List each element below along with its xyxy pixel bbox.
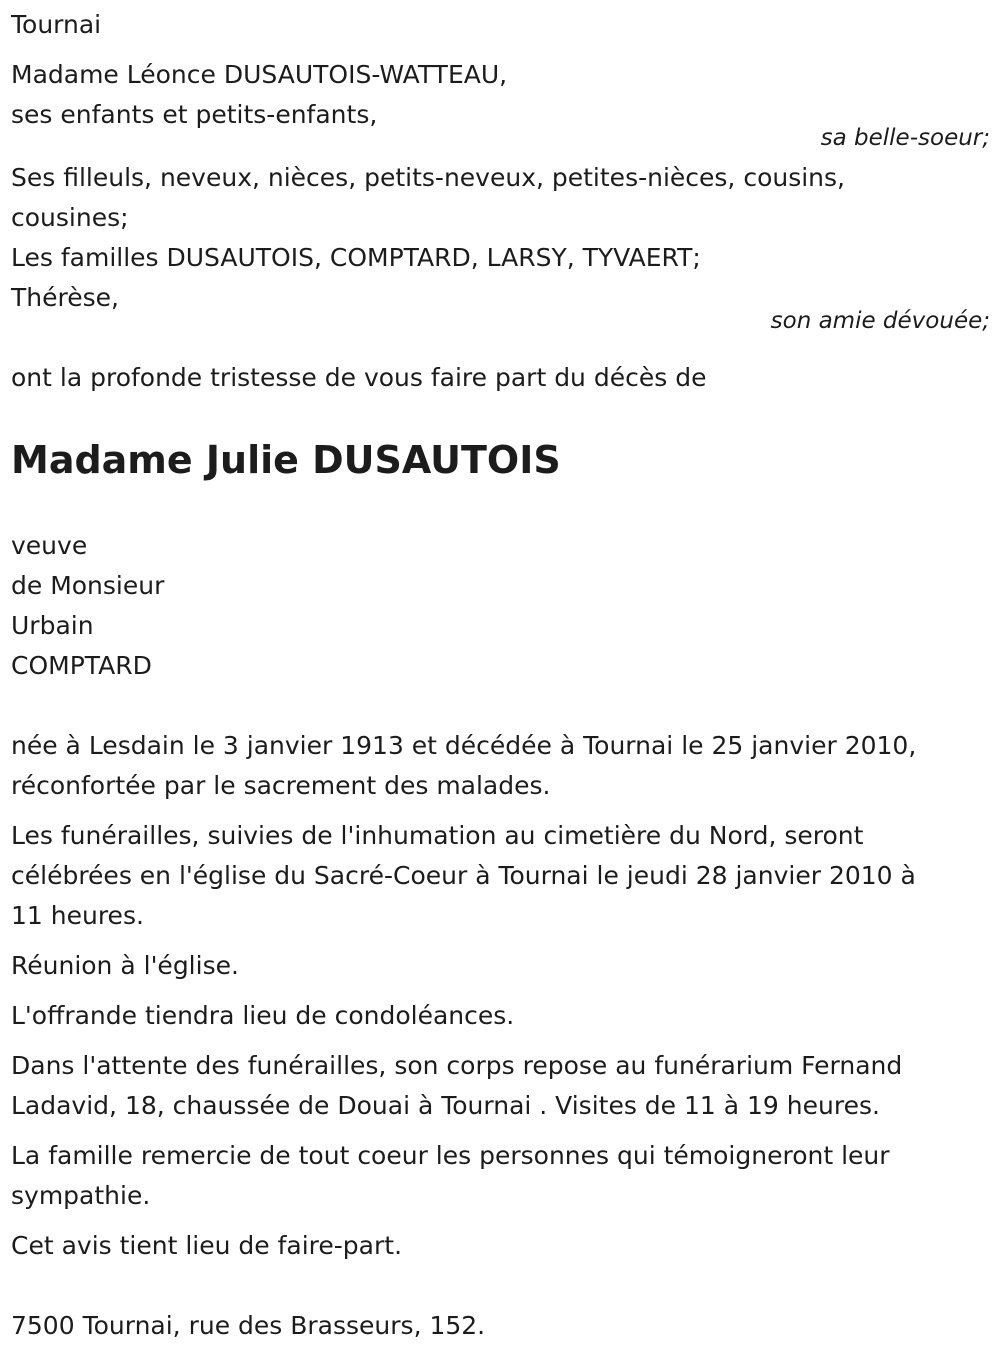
thanks-line-2: sympathie. — [11, 1181, 151, 1210]
family-line-2: ses enfants et petits-enfants, — [11, 100, 378, 129]
rest-line-2: Ladavid, 18, chaussée de Douai à Tournai . Visites de 11 à 19 heures. — [11, 1091, 880, 1120]
birth-line-1: née à Lesdain le 3 janvier 1913 et décédée à Tournai le 25 janvier 2010, — [11, 731, 917, 760]
city-heading: Tournai — [11, 10, 102, 39]
widow-line-1: veuve — [11, 531, 88, 560]
family-line-4: cousines; — [11, 203, 129, 232]
family-line-5: Les familles DUSAUTOIS, COMPTARD, LARSY, TYVAERT; — [11, 243, 701, 272]
thanks-line-1: La famille remercie de tout coeur les personnes qui témoigneront leur — [11, 1141, 890, 1170]
widow-line-3: Urbain — [11, 611, 94, 640]
rest-line-1: Dans l'attente des funérailles, son corps repose au funérarium Fernand — [11, 1051, 903, 1080]
funeral-line-1: Les funérailles, suivies de l'inhumation au cimetière du Nord, seront — [11, 821, 864, 850]
funeral-line-2: célébrées en l'église du Sacré-Coeur à Tournai le jeudi 28 janvier 2010 à — [11, 861, 916, 890]
widow-line-2: de Monsieur — [11, 571, 165, 600]
relation-amie: son amie dévouée; — [770, 308, 990, 334]
birth-line-2: réconfortée par le sacrement des malades. — [11, 771, 551, 800]
notice-line: Cet avis tient lieu de faire-part. — [11, 1231, 403, 1260]
relation-belle-soeur: sa belle-soeur; — [820, 125, 990, 151]
family-line-6: Thérèse, — [11, 283, 119, 312]
widow-line-4: COMPTARD — [11, 651, 152, 680]
offering-line: L'offrande tiendra lieu de condoléances. — [11, 1001, 515, 1030]
funeral-line-3: 11 heures. — [11, 901, 144, 930]
family-line-3: Ses filleuls, neveux, nièces, petits-neveux, petites-nièces, cousins, — [11, 163, 845, 192]
announcement-text: ont la profonde tristesse de vous faire part du décès de — [11, 363, 707, 392]
deceased-name: Madame Julie DUSAUTOIS — [11, 438, 561, 482]
meeting-line: Réunion à l'église. — [11, 951, 239, 980]
address-line: 7500 Tournai, rue des Brasseurs, 152. — [11, 1311, 486, 1340]
family-line-1: Madame Léonce DUSAUTOIS-WATTEAU, — [11, 60, 508, 89]
